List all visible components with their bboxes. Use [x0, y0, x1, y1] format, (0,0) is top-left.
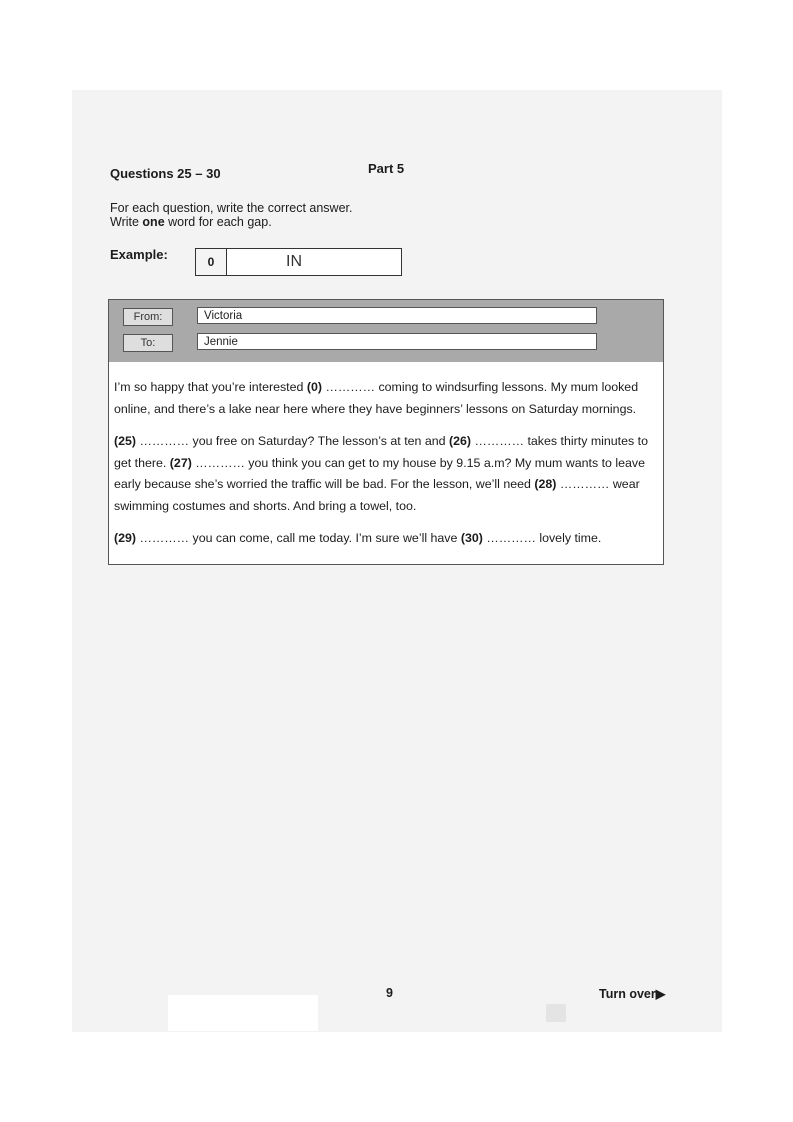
instruction-line-2-pre: Write [110, 215, 143, 229]
scan-mark [546, 1004, 566, 1022]
instruction-line-1: For each question, write the correct answer. [110, 201, 353, 215]
gap-number: (29) [114, 531, 137, 545]
instructions [110, 201, 352, 229]
email-text: I’m so happy that you’re interested [114, 380, 307, 394]
email-text: ………… wear swimming costumes and shorts. And bring a towel, too. [114, 477, 640, 513]
instruction-line-2-bold: one [142, 215, 165, 229]
example-number: 0 [196, 249, 227, 275]
example-answer: IN [286, 253, 302, 270]
gap-number: (26) [448, 434, 472, 448]
email-text: ………… you free on Saturday? The lesson’s at ten and [136, 434, 449, 448]
email-text: ………… you can come, call me today. I’m sure we’ll have [136, 531, 461, 545]
email-box [108, 299, 664, 565]
gap-number: (30) [460, 531, 483, 545]
email-body [114, 377, 654, 561]
to-field: Jennie [197, 333, 597, 350]
part-heading: Part 5 [368, 161, 405, 176]
gap-number: (27) [169, 455, 192, 470]
email-text: ………… takes thirty minutes to get there. [114, 434, 648, 470]
example-box [195, 248, 402, 276]
gap-number: (0) [306, 380, 323, 394]
email-paragraph-2 [114, 431, 654, 517]
to-label: To: [123, 334, 173, 352]
page-number: 9 [386, 986, 393, 1000]
instruction-line-2 [110, 215, 352, 229]
email-paragraph-1 [114, 377, 654, 420]
instruction-line-2-post: word for each gap. [164, 215, 272, 229]
blank-patch [168, 995, 318, 1031]
example-label: Example: [110, 247, 168, 262]
questions-heading: Questions 25 – 30 [110, 166, 221, 181]
email-text: ………… you think you can get to my house by 9.15 a.m? My mum wants to leave early because she’s worried the traffic will be bad. For the lesson, we’ll need [114, 455, 645, 491]
email-text: ………… coming to windsurfing lessons. My mum looked online, and there’s a lake near here where they have beginners’ lessons on Saturday mornings. [114, 380, 639, 416]
turn-over-label: Turn over▶ [599, 987, 666, 1001]
email-text: ………… lovely time. [482, 531, 602, 545]
gap-number: (28) [534, 477, 557, 491]
from-field: Victoria [197, 307, 597, 324]
from-label: From: [123, 308, 173, 326]
email-header [109, 300, 663, 362]
gap-number: (25) [114, 434, 137, 448]
email-paragraph-3 [114, 528, 654, 550]
